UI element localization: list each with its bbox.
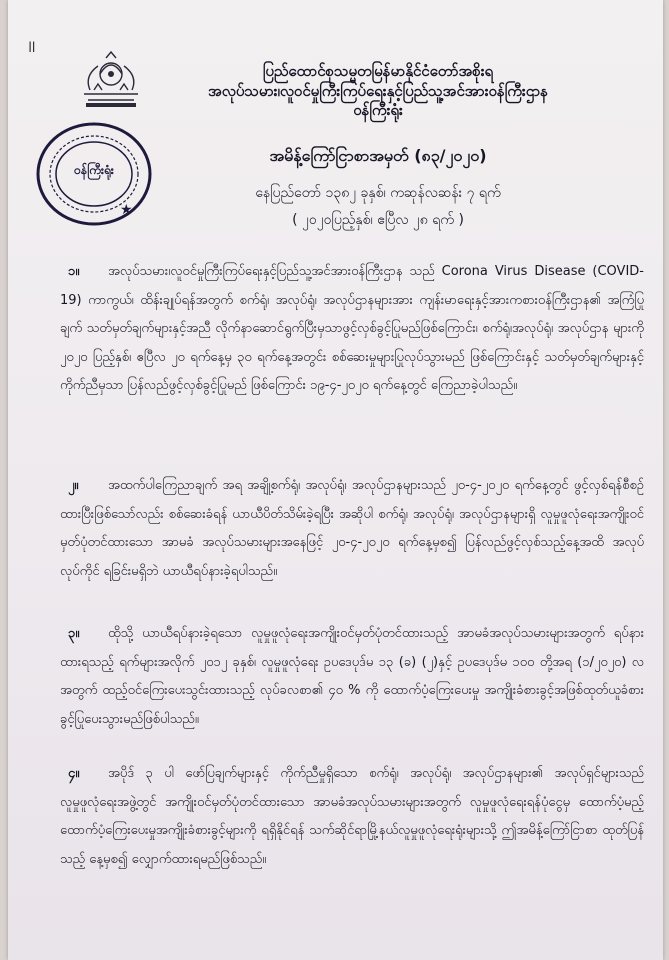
star-icon: ★: [120, 202, 133, 218]
paragraph-1: [60, 258, 644, 401]
paragraph-number: ၃။: [68, 626, 80, 641]
document-page: [8, 0, 663, 960]
header-line-3: ဝန်ကြီးရုံး: [353, 101, 403, 119]
paragraph-3: [60, 620, 644, 734]
paragraph-text: အလုပ်သမား၊လူဝင်မှုကြီးကြပ်ရေးနှင့်ပြည်သူ့အင်အားဝန်ကြီးဌာန သည် Corona Virus Disease (COVID-19) ကာကွယ်၊ ထိန်းချုပ်ရန်အတွက် စက်ရုံ၊ အလုပ်ရုံ၊ အလုပ်ဌာနများအား ကျန်းမာရေးနှင့်အားကစားဝန်ကြီးဌာန၏ အကြံပြုချက် သတ်မှတ်ချက်များနှင့်အညီ လိုက်နာဆောင်ရွက်ပြီးမှသာဖွင့်လှစ်ခွင့်ပြုမည်ဖြစ်ကြောင်း၊ စက်ရုံ၊အလုပ်ရုံ၊ အလုပ်ဌာန များကို ၂၀၂၀ ပြည့်နှစ်၊ ဧပြီလ ၂၀ ရက်နေ့မှ ၃၀ ရက်နေ့အတွင်း စစ်ဆေးမှုများပြုလုပ်သွားမည် ဖြစ်ကြောင်းနှင့် သတ်မှတ်ချက်များနှင့်ကိုက်ညီမှသာ ပြန်လည်ဖွင့်လှစ်ခွင့်ပြုမည် ဖြစ်ကြောင်း ၁၉-၄-၂၀၂၀ ရက်နေ့တွင် ကြေညာခဲ့ပါသည်။: [60, 264, 644, 394]
date-line-1: နေပြည်တော် ၁၃၈၂ ခုနှစ်၊ ကဆုန်လဆန်း ၇ ရက်: [255, 185, 501, 201]
paragraph-number: ၄။: [68, 766, 80, 781]
seal-text: ဝန်ကြီးရုံး: [74, 163, 114, 177]
header-line-1: ပြည်ထောင်စုသမ္မတမြန်မာနိုင်ငံတော်အစိုးရ: [262, 62, 494, 80]
paragraph-number: ၁။: [68, 264, 80, 279]
paragraph-4: [60, 760, 644, 874]
paragraph-text: ထိုသို့ ယာယီရပ်နားခဲ့ရသော လူမှုဖူလုံရေးအကျိုးဝင်မှတ်ပုံတင်ထားသည့် အာမခံအလုပ်သမားများအတွက် ရပ်နားထားရသည့် ရက်များအလိုက် ၂၀၁၂ ခုနှစ်၊ လူမှုဖူလုံရေး ဥပဒေပုဒ်မ ၁၃ (ခ) (၂)နှင့် ဥပဒေပုဒ်မ ၁၀၀ တို့အရ (၁/၂၀၂၀) လအတွက် ထည့်ဝင်ကြေးပေးသွင်းထားသည့် လုပ်ခလစာ၏ ၄၀ % ကို ထောက်ပံ့ကြေးပေးမှု အကျိုးခံစားခွင့်အဖြစ်ထုတ်ယူခံစားခွင့်ပြုပေးသွားမည်ဖြစ်ပါသည်။: [60, 626, 644, 727]
date-line-2: ( ၂၀၂၀ပြည့်နှစ်၊ ဧပြီလ ၂၈ ရက် ): [292, 212, 464, 228]
paragraph-text: အထက်ပါကြေညာချက် အရ အချို့စက်ရုံ၊ အလုပ်ရုံ၊ အလုပ်ဌာနများသည် ၂၀-၄-၂၀၂၀ ရက်နေ့တွင် ဖွင့်လှစ်ရန်စီစဉ်ထားပြီးဖြစ်သော်လည်း စစ်ဆေးခံရန် ယာယီပိတ်သိမ်းခဲ့ရပြီး အဆိုပါ စက်ရုံ၊ အလုပ်ရုံ၊ အလုပ်ဌာနများရှိ လူမှုဖူလုံရေးအကျိုးဝင်မှတ်ပုံတင်ထားသော အာမခံ အလုပ်သမားများအနေဖြင့် ၂၀-၄-၂၀၂၀ ရက်နေ့မှစ၍ ပြန်လည်ဖွင့်လှစ်သည့်နေ့အထိ အလုပ်လုပ်ကိုင် ရခြင်းမရှိဘဲ ယာယီရပ်နားခဲ့ရပါသည်။: [60, 478, 644, 579]
doc-number: ။: [28, 30, 34, 58]
state-emblem-icon: [76, 50, 146, 112]
paragraph-text: အပိုဒ် ၃ ပါ ဖော်ပြချက်များနှင့် ကိုက်ညီမှုရှိသော စက်ရုံ၊ အလုပ်ရုံ၊ အလုပ်ဌာနများ၏ အလုပ်ရှင်များသည် လူမှုဖူလုံရေးအဖွဲ့တွင် အကျိုးဝင်မှတ်ပုံတင်ထားသော အာမခံအလုပ်သမားများအတွက် လူမှုဖူလုံရေးရန်ပုံငွေမှ ထောက်ပံ့မည့် ထောက်ပံ့ကြေးပေးမှုအကျိုးခံစားခွင့်များကို ရရှိနိုင်ရန် သက်ဆိုင်ရာမြို့နယ်လူမှုဖူလုံရေးရုံးများသို့ ဤအမိန့်ကြော်ငြာစာ ထုတ်ပြန်သည့် နေ့မှစ၍ လျှောက်ထားရမည်ဖြစ်သည်။: [60, 766, 644, 867]
header-line-2: အလုပ်သမား၊လူဝင်မှုကြီးကြပ်ရေးနှင့်ပြည်သူ့အင်အားဝန်ကြီးဌာန: [208, 82, 548, 100]
paragraph-2: [60, 472, 644, 586]
notice-title: အမိန့်ကြော်ငြာစာအမှတ် (၈၃/၂၀၂၀): [269, 146, 487, 165]
paragraph-number: ၂။: [68, 478, 79, 493]
